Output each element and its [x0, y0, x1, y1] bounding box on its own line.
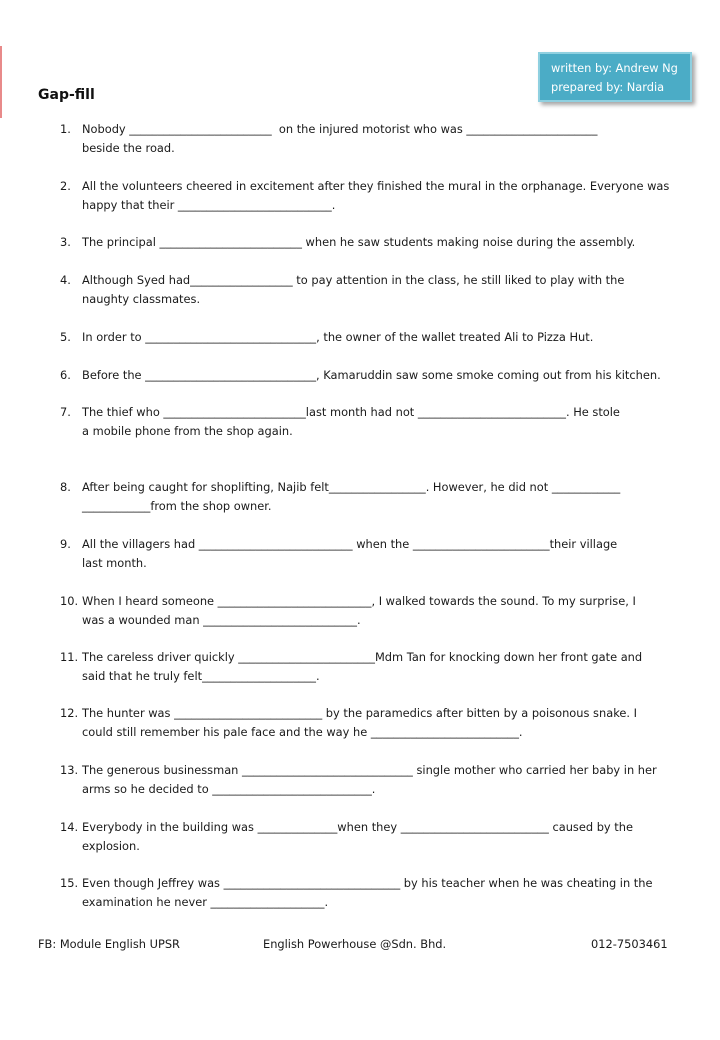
question-line: The thief who _________________________last month had not __________________________. He stole: [82, 405, 620, 419]
question-item-11: [60, 648, 678, 686]
question-item-7: [60, 403, 678, 441]
question-number: 11.: [60, 650, 79, 664]
question-number: 12.: [60, 706, 79, 720]
question-item-2: [60, 177, 678, 215]
question-item-3: [60, 233, 678, 252]
page-title: Gap-fill: [38, 87, 95, 103]
question-line: All the villagers had ___________________________ when the ________________________their village: [82, 537, 618, 551]
question-line: was a wounded man ___________________________.: [82, 613, 361, 627]
question-number: 6.: [60, 368, 71, 382]
question-number: 14.: [60, 820, 79, 834]
question-line: The hunter was __________________________ by the paramedics after bitten by a poisonous snake. I: [82, 706, 637, 720]
footer-left: FB: Module English UPSR: [38, 937, 180, 951]
question-line: Everybody in the building was ______________when they __________________________ caused by the: [82, 820, 633, 834]
question-item-4: [60, 271, 678, 309]
question-line: After being caught for shoplifting, Najib felt_________________. However, he did not ____________: [82, 480, 621, 494]
page-edge-mark: [0, 46, 2, 118]
question-line: All the volunteers cheered in excitement after they finished the mural in the orphanage. Everyone was: [82, 179, 670, 193]
written-by-text: written by: Andrew Ng: [551, 61, 678, 75]
question-line: beside the road.: [82, 141, 175, 155]
question-item-15: [60, 874, 678, 912]
question-item-1: [60, 120, 678, 158]
question-item-8: [60, 478, 678, 516]
question-line: said that he truly felt____________________.: [82, 669, 320, 683]
question-item-10: [60, 592, 678, 630]
question-number: 15.: [60, 876, 79, 890]
question-line: explosion.: [82, 839, 140, 853]
question-line: Although Syed had__________________ to pay attention in the class, he still liked to play with the: [82, 273, 625, 287]
question-number: 10.: [60, 594, 79, 608]
question-number: 7.: [60, 405, 71, 419]
question-line: happy that their ___________________________.: [82, 198, 336, 212]
question-line: naughty classmates.: [82, 292, 201, 306]
question-line: Nobody _________________________ on the injured motorist who was _______________________: [82, 122, 598, 136]
question-line: could still remember his pale face and the way he __________________________.: [82, 725, 523, 739]
question-line: ____________from the shop owner.: [82, 499, 272, 513]
question-item-9: [60, 535, 678, 573]
prepared-by-text: prepared by: Nardia: [551, 80, 665, 94]
question-line: The careless driver quickly ________________________Mdm Tan for knocking down her front gate and: [82, 650, 643, 664]
question-line: Before the ______________________________, Kamaruddin saw some smoke coming out from his kitchen.: [82, 368, 661, 382]
question-line: In order to ______________________________, the owner of the wallet treated Ali to Pizza Hut.: [82, 330, 594, 344]
question-number: 5.: [60, 330, 71, 344]
question-line: The principal _________________________ when he saw students making noise during the assembly.: [82, 235, 636, 249]
question-line: The generous businessman ______________________________ single mother who carried her baby in her: [82, 763, 657, 777]
question-line: When I heard someone ___________________________, I walked towards the sound. To my surprise, I: [82, 594, 636, 608]
credit-box: [538, 52, 692, 102]
footer-center: English Powerhouse @Sdn. Bhd.: [263, 937, 447, 951]
question-number: 4.: [60, 273, 71, 287]
question-number: 9.: [60, 537, 71, 551]
question-item-14: [60, 818, 678, 856]
question-number: 13.: [60, 763, 79, 777]
question-item-13: [60, 761, 678, 799]
question-line: last month.: [82, 556, 147, 570]
question-number: 8.: [60, 480, 71, 494]
footer-right: 012-7503461: [591, 937, 668, 951]
question-item-5: [60, 328, 678, 347]
question-number: 1.: [60, 122, 71, 136]
question-number: 2.: [60, 179, 71, 193]
question-item-12: [60, 704, 678, 742]
question-line: a mobile phone from the shop again.: [82, 424, 293, 438]
question-line: examination he never ____________________.: [82, 895, 329, 909]
question-item-6: [60, 366, 678, 385]
question-line: Even though Jeffrey was _______________________________ by his teacher when he was cheating in the: [82, 876, 653, 890]
question-line: arms so he decided to ____________________________.: [82, 782, 376, 796]
question-number: 3.: [60, 235, 71, 249]
